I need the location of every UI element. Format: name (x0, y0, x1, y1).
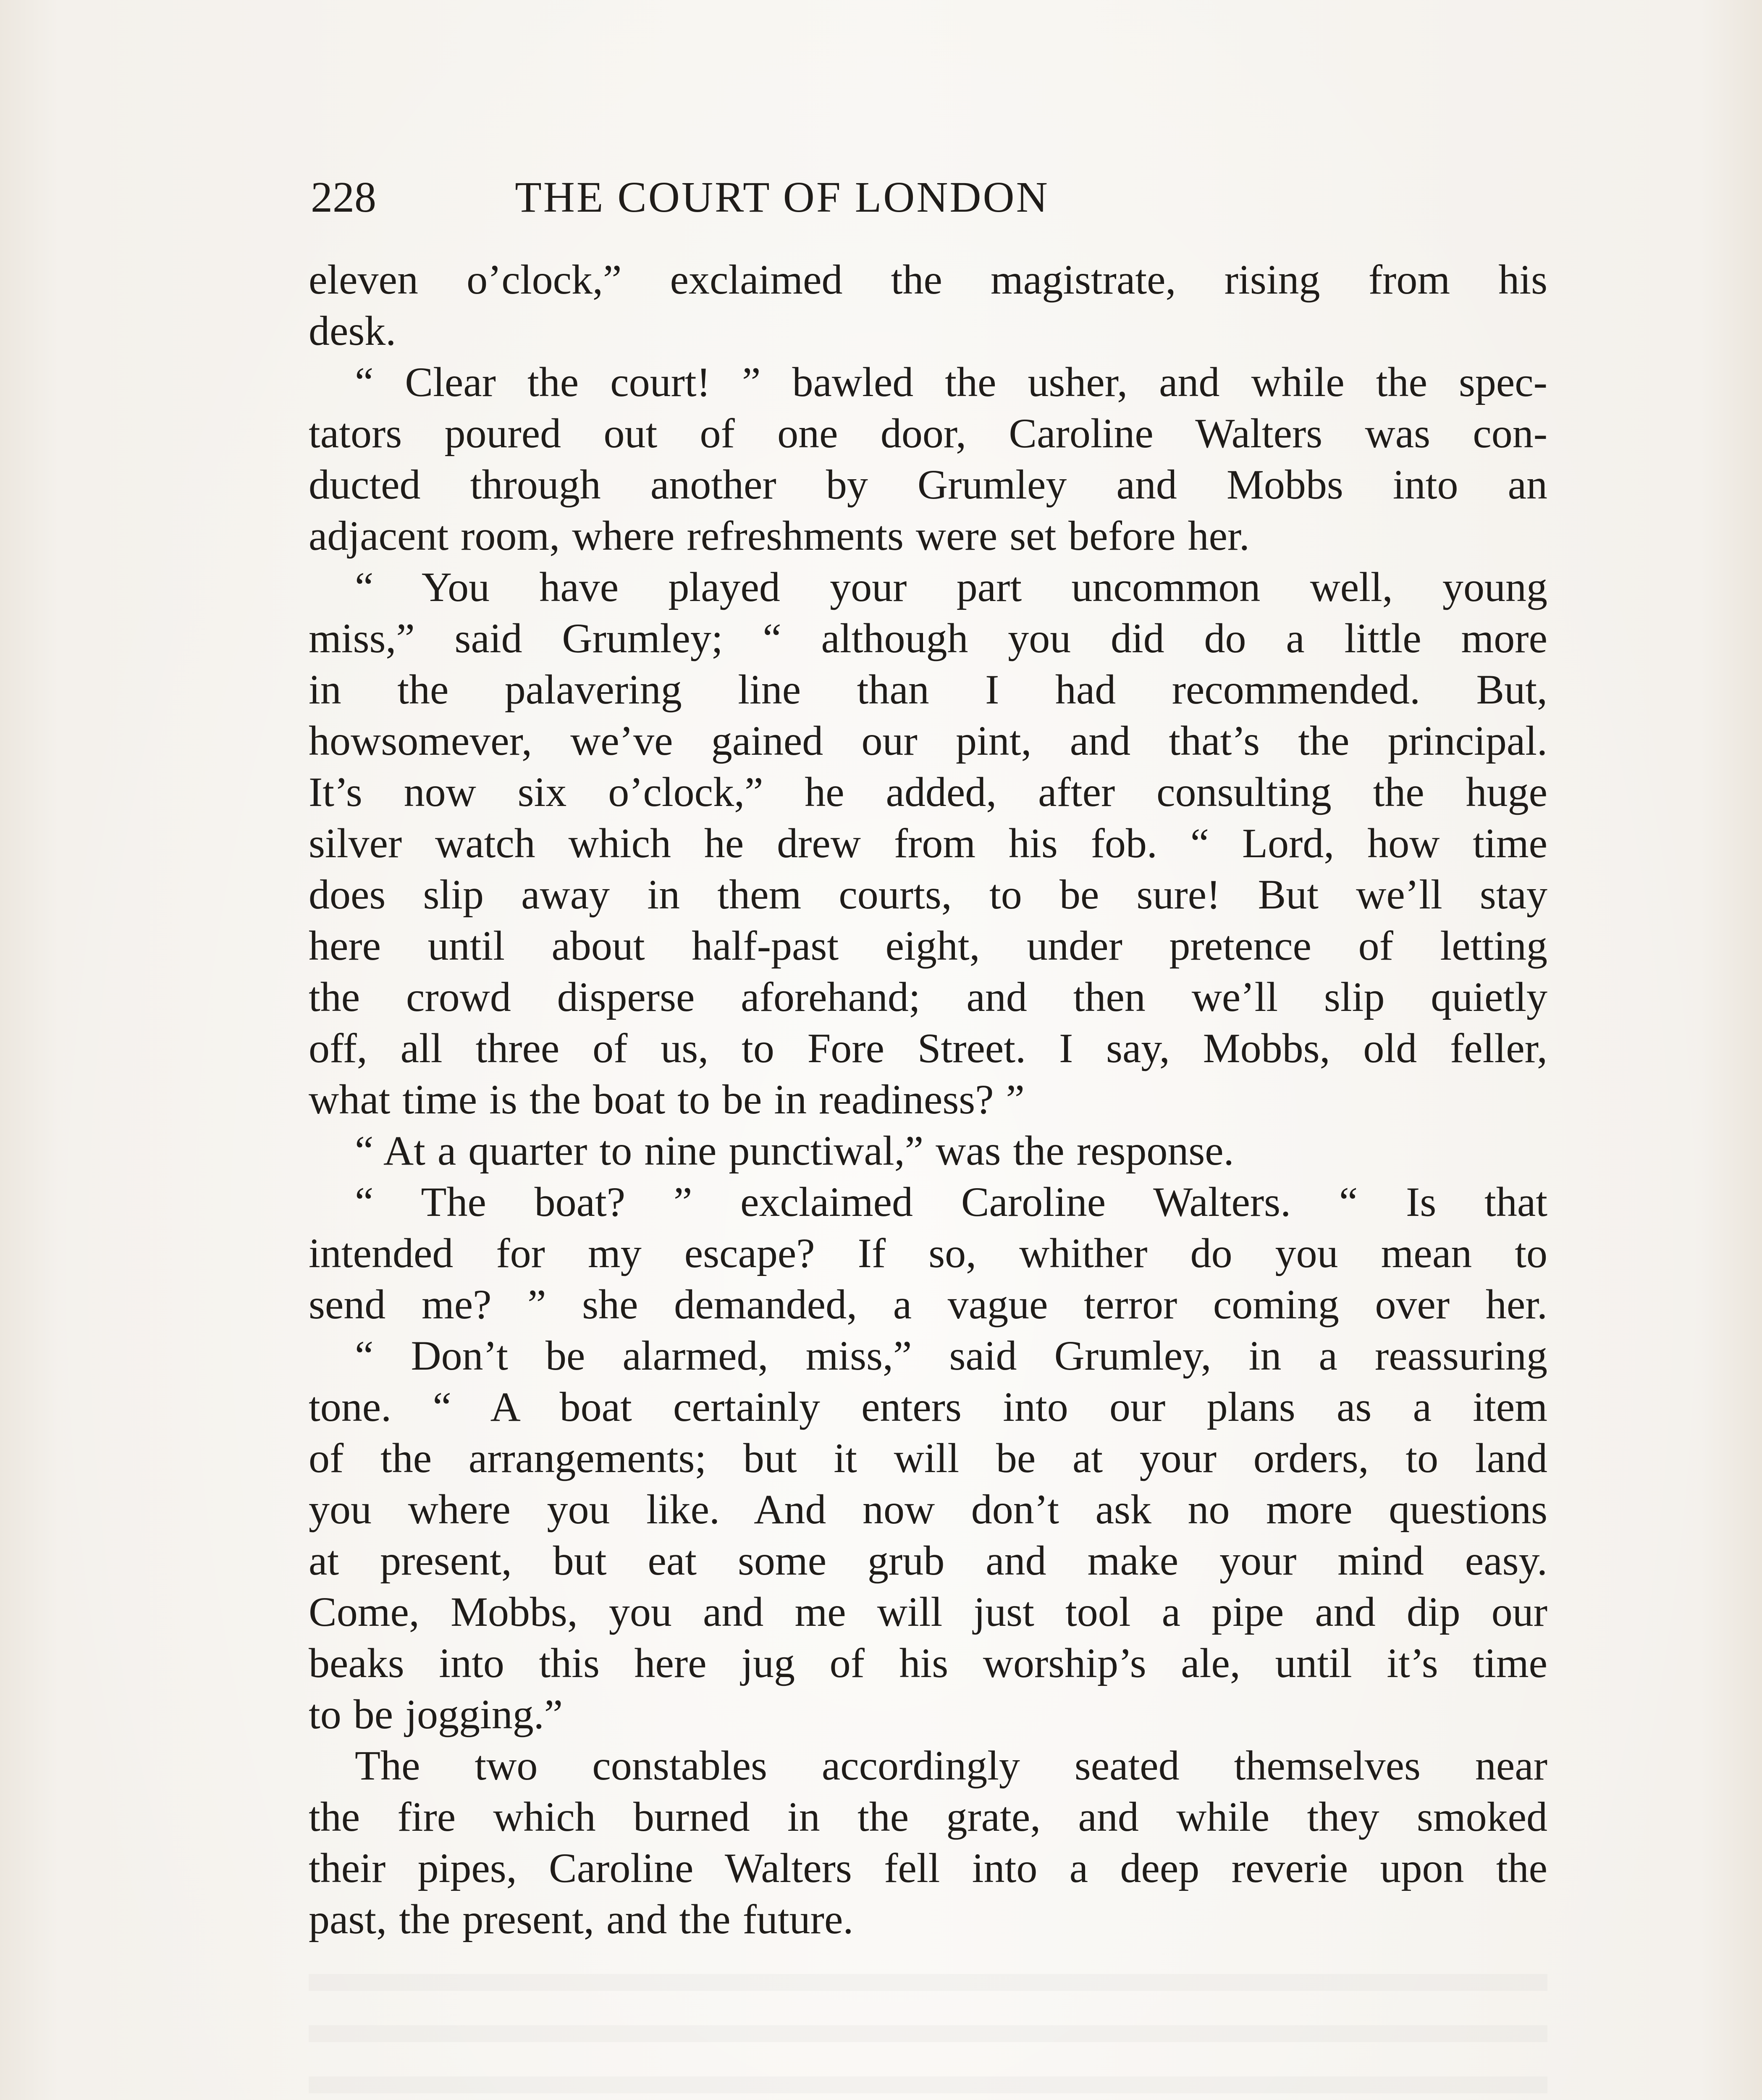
text-line: tators poured out of one door, Caroline Walters was con- (309, 410, 1547, 457)
body-text (309, 254, 1547, 1945)
text-line: you where you like. And now don’t ask no more questions (309, 1486, 1547, 1533)
text-line: adjacent room, where refreshments were set before her. (309, 512, 1250, 559)
text-line: desk. (309, 307, 396, 354)
text-line: “ Clear the court! ” bawled the usher, and while the spec- (355, 359, 1547, 405)
text-line: the fire which burned in the grate, and while they smoked (309, 1793, 1547, 1840)
text-line: silver watch which he drew from his fob. “ Lord, how time (309, 820, 1547, 866)
text-line: tone. “ A boat certainly enters into our plans as a item (309, 1383, 1547, 1430)
text-line: their pipes, Caroline Walters fell into a deep reverie upon the (309, 1845, 1547, 1891)
text-line: off, all three of us, to Fore Street. I say, Mobbs, old feller, (309, 1025, 1547, 1071)
text-line: miss,” said Grumley; “ although you did do a little more (309, 615, 1547, 662)
text-line: eleven o’clock,” exclaimed the magistrate, rising from his (309, 256, 1547, 303)
running-title: THE COURT OF LONDON (515, 173, 1049, 221)
text-line: at present, but eat some grub and make your mind easy. (309, 1537, 1547, 1584)
text-line: “ The boat? ” exclaimed Caroline Walters. “ Is that (355, 1179, 1547, 1225)
text-line: “ Don’t be alarmed, miss,” said Grumley, in a reassuring (355, 1332, 1547, 1379)
text-line: “ At a quarter to nine punctiwal,” was the response. (355, 1127, 1234, 1174)
text-line: It’s now six o’clock,” he added, after consulting the huge (309, 769, 1547, 815)
text-line: does slip away in them courts, to be sure! But we’ll stay (309, 871, 1547, 918)
text-line: The two constables accordingly seated themselves near (355, 1742, 1547, 1789)
text-line: intended for my escape? If so, whither do you mean to (309, 1230, 1547, 1276)
text-line: howsomever, we’ve gained our pint, and that’s the principal. (309, 717, 1547, 764)
show-through-texture (309, 1974, 1547, 2100)
text-line: the crowd disperse aforehand; and then we’ll slip quietly (309, 974, 1547, 1020)
text-line: ducted through another by Grumley and Mobbs into an (309, 461, 1547, 508)
text-line: send me? ” she demanded, a vague terror coming over her. (309, 1281, 1547, 1328)
text-line: here until about half-past eight, under pretence of letting (309, 922, 1547, 969)
text-line: Come, Mobbs, you and me will just tool a pipe and dip our (309, 1588, 1547, 1635)
text-line: “ You have played your part uncommon well, young (355, 564, 1547, 610)
text-line: of the arrangements; but it will be at your orders, to land (309, 1435, 1547, 1481)
text-line: past, the present, and the future. (309, 1896, 854, 1942)
text-line: to be jogging.” (309, 1691, 563, 1738)
text-line: in the palavering line than I had recommended. But, (309, 666, 1547, 713)
page-header (311, 166, 1253, 229)
text-line: beaks into this here jug of his worship’s ale, until it’s time (309, 1640, 1547, 1686)
page-number: 228 (311, 173, 376, 221)
text-line: what time is the boat to be in readiness? ” (309, 1076, 1025, 1123)
